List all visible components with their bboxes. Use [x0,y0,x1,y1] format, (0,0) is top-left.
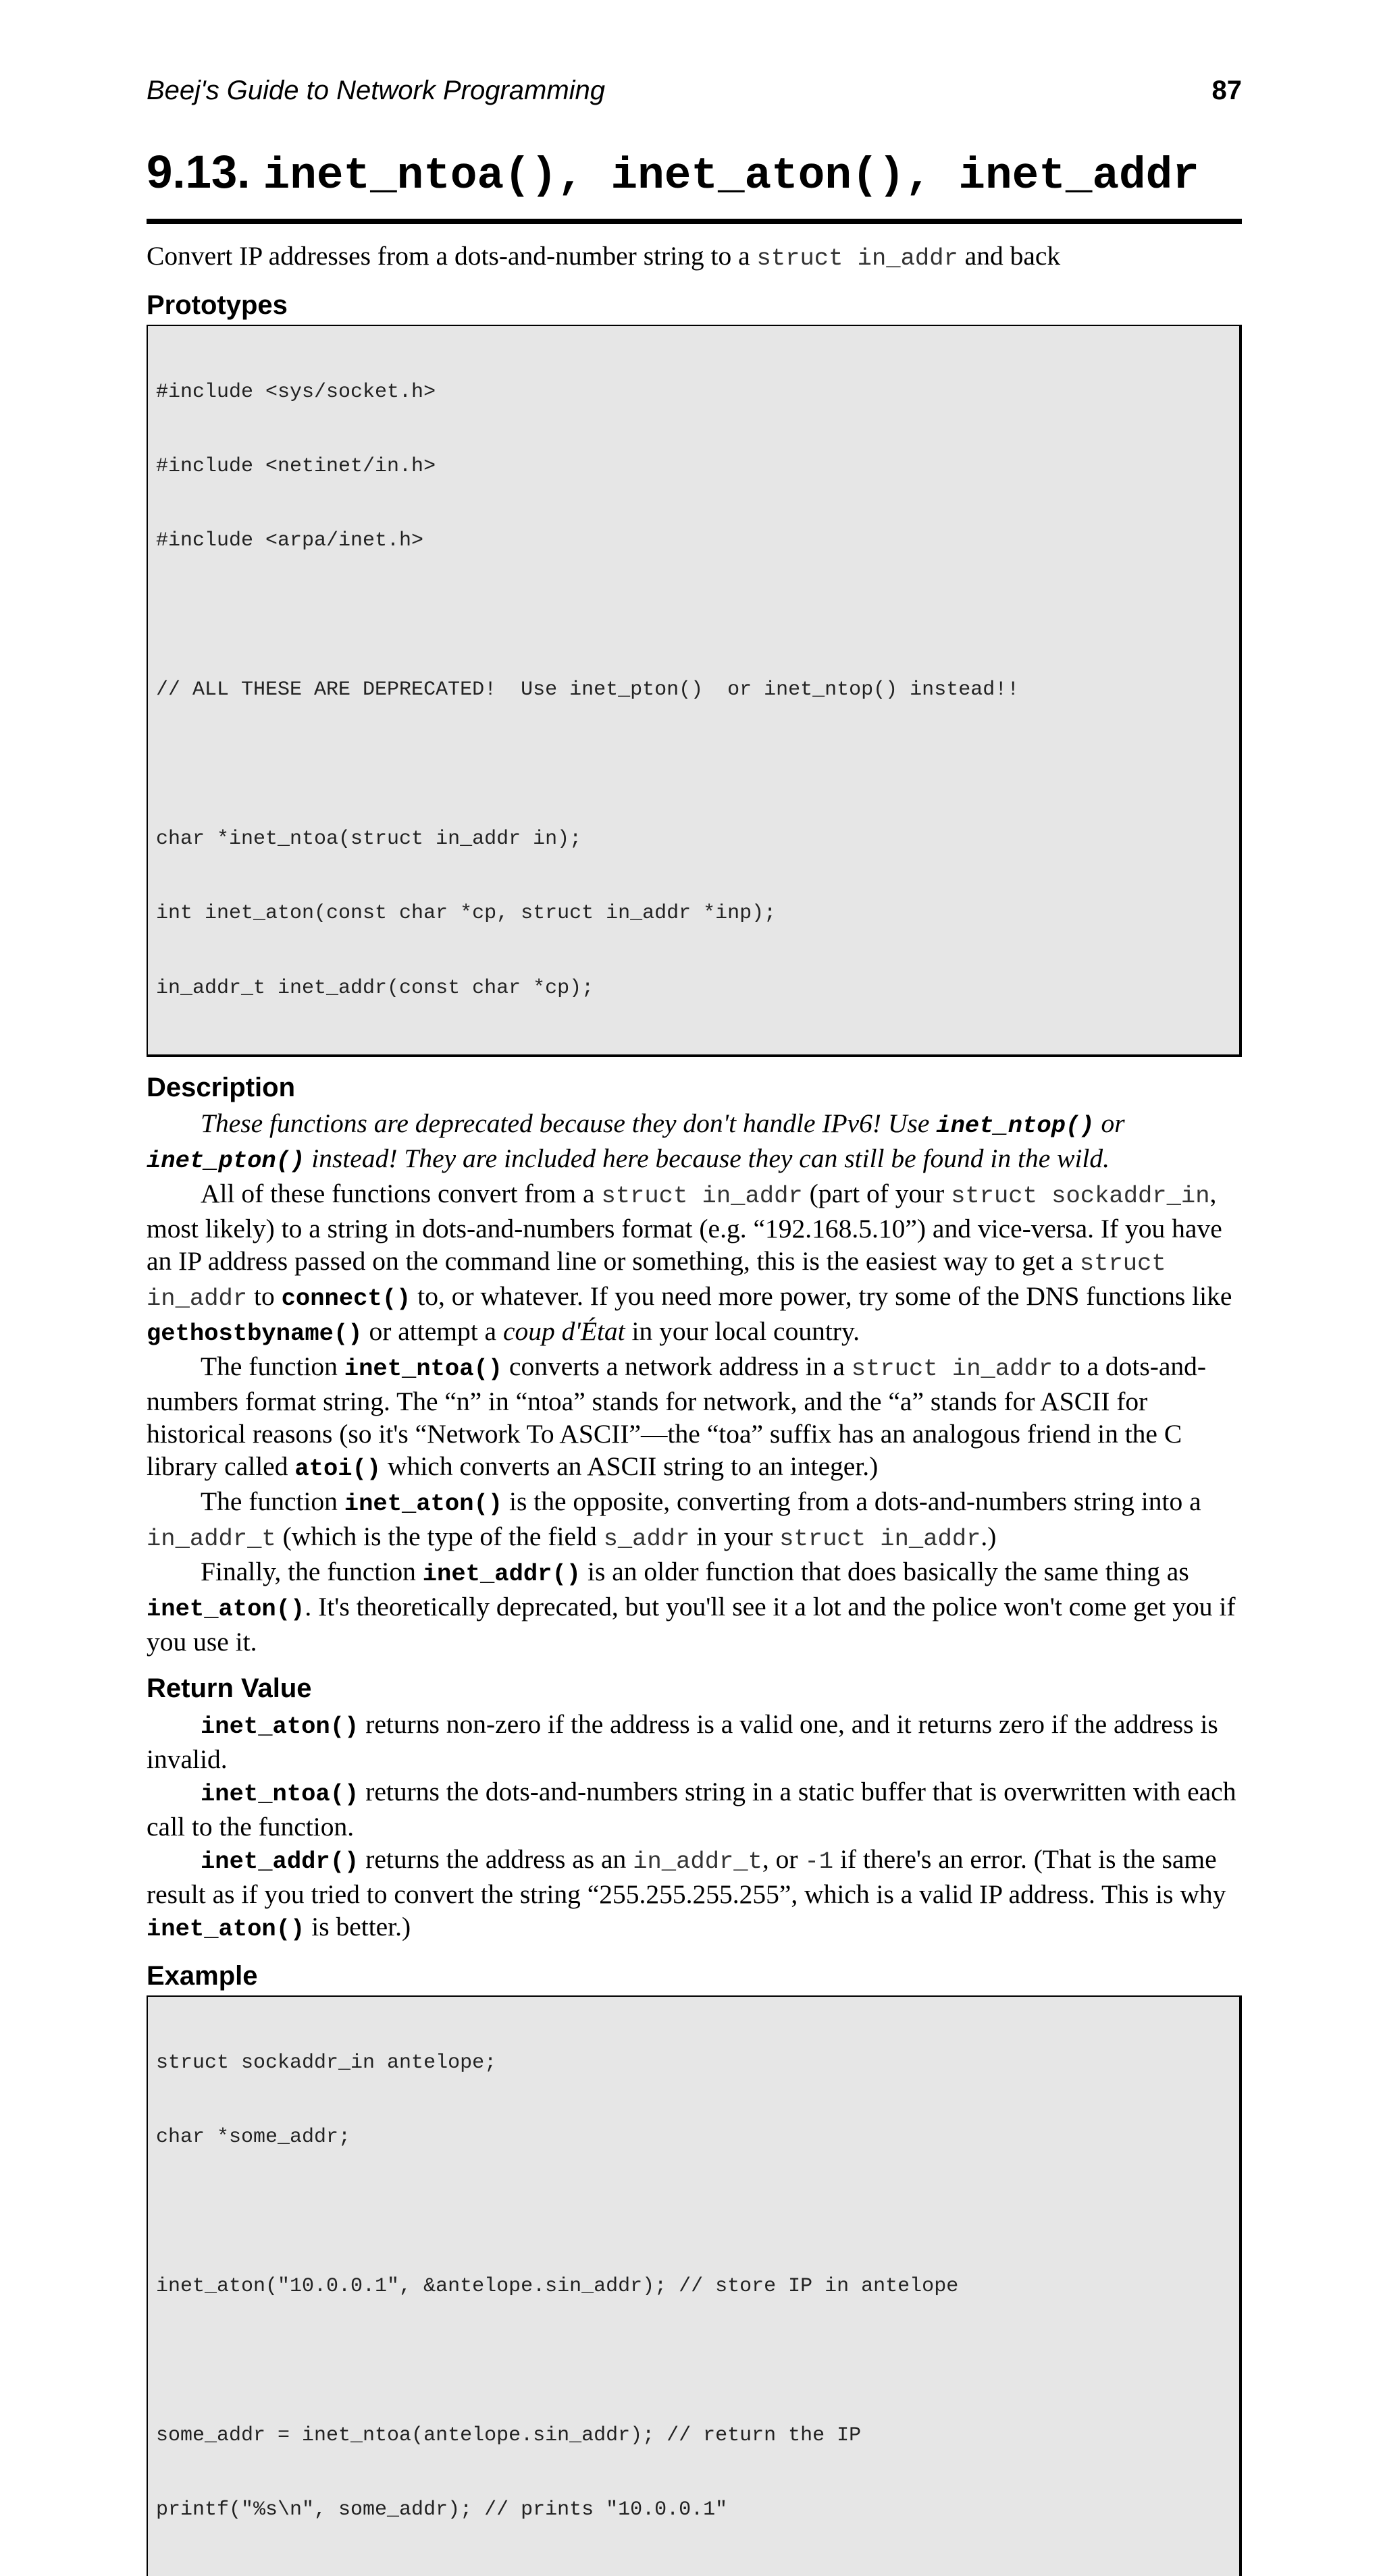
text: , most likely) to a string in dots-and-numbers format (e.g. “192.168.5.10”) and vice-versa. If you have an IP address passed on the command line or something, this is the easiest way to get a [147,1179,1222,1277]
description-paragraph [147,1177,1242,1350]
text: returns non-zero if the address is a valid one, and it returns zero if the address is invalid. [147,1709,1218,1775]
code-line: #include <netinet/in.h> [156,454,436,478]
inline-code: in_addr_t [147,1525,276,1553]
text: is better.) [305,1912,411,1942]
text: (part of your [802,1179,951,1209]
code-line [156,753,1231,778]
function-name: inet_addr() [422,1560,581,1588]
code-line: some_addr = inet_ntoa(antelope.sin_addr); // return the IP [156,2423,862,2447]
text: Finally, the function [201,1557,423,1587]
summary-code: struct in_addr [756,244,958,272]
code-line [156,603,1231,628]
text: .) [981,1522,997,1552]
code-line: struct sockaddr_in antelope; [156,2051,497,2074]
text: is the opposite, converting from a dots-and-numbers string into a [502,1486,1201,1517]
code-line: printf("%s\n", some_addr); // prints "10.0.0.1" [156,2498,728,2522]
function-name: gethostbyname() [147,1320,363,1348]
function-name: inet_ntoa() [344,1355,503,1383]
code-line: in_addr_t inet_addr(const char *cp); [156,976,594,1000]
function-name: inet_aton() [147,1595,305,1624]
example-code-block [147,1995,1242,2576]
text: or [1094,1108,1125,1139]
return-value-paragraph [147,1708,1242,1775]
function-name: inet_aton() [344,1490,503,1518]
return-value-paragraph [147,1843,1242,1946]
text: All of these functions convert from a [201,1179,602,1209]
text: . It's theoretically deprecated, but you'll see it a lot and the police won't come get you if you use it. [147,1592,1236,1657]
inline-code: struct in_addr [147,1250,1166,1313]
text: which converts an ASCII string to an integer.) [381,1451,879,1482]
text: returns the address as an [359,1844,633,1875]
section-title [147,142,1242,224]
summary-text-end: and back [958,241,1061,271]
function-name: connect() [281,1285,411,1313]
page-number: 87 [1211,76,1242,105]
code-line: char *inet_ntoa(struct in_addr in); [156,827,582,851]
text: to a dots-and-numbers format string. The “n” in “ntoa” stands for network, and the “a” stands for ASCII for historical reasons (so it's “Network To ASCII”—the “toa” suffix has an analogous friend in the C library called [147,1351,1207,1482]
running-header [147,76,1242,106]
description-heading: Description [147,1073,296,1103]
summary [147,240,1242,275]
code-line: inet_aton("10.0.0.1", &antelope.sin_addr); // store IP in antelope [156,2274,959,2298]
code-line: #include <arpa/inet.h> [156,529,424,553]
description-paragraph [147,1485,1242,1555]
code-line: #include <sys/socket.h> [156,380,436,404]
function-name: inet_ntop() [936,1112,1095,1140]
description-paragraph [147,1555,1242,1658]
section-title-functions: inet_ntoa(), inet_aton(), inet_addr [263,151,1199,201]
text: in your [689,1522,780,1552]
code-line [156,2199,1231,2224]
book-title: Beej's Guide to Network Programming [147,76,606,105]
return-value-heading: Return Value [147,1673,312,1704]
text: (which is the type of the field [276,1522,604,1552]
text: The function [201,1486,344,1517]
code-line: char *some_addr; [156,2126,351,2149]
text: converts a network address in a [502,1351,852,1382]
summary-text: Convert IP addresses from a dots-and-number string to a [147,241,757,271]
text: These functions are deprecated because they don't handle IPv6! Use [201,1108,937,1139]
text: is an older function that does basically the same thing as [581,1557,1189,1587]
text: if there's an error. (That is the same result as if you tried to convert the string “255.255.255.255”, which is a valid IP address. This is why [147,1844,1226,1910]
return-value-paragraph [147,1775,1242,1843]
text: The function [201,1351,344,1382]
code-line: // ALL THESE ARE DEPRECATED! Use inet_pton() or inet_ntop() instead!! [156,678,1020,702]
text: to, or whatever. If you need more power, try some of the DNS functions like [411,1281,1232,1312]
function-name: inet_aton() [201,1713,359,1741]
section-number: 9.13. [147,146,251,198]
text: returns the dots-and-numbers string in a static buffer that is overwritten with each call to the function. [147,1777,1236,1842]
function-name: inet_addr() [201,1848,359,1876]
inline-code: struct in_addr [601,1182,803,1210]
text: instead! They are included here because they can still be found in the wild. [305,1144,1110,1174]
content [147,240,1242,2576]
prototypes-code-block [147,325,1242,1057]
inline-code: struct in_addr [779,1525,981,1553]
inline-code: -1 [804,1848,834,1876]
code-line: int inet_aton(const char *cp, struct in_addr *inp); [156,902,777,925]
prototypes-heading: Prototypes [147,290,288,320]
function-name: inet_ntoa() [201,1780,359,1808]
function-name: atoi() [294,1455,382,1483]
text: in your local country. [625,1316,860,1347]
inline-code: struct in_addr [851,1355,1053,1383]
code-line [156,2349,1231,2373]
inline-code: struct sockaddr_in [951,1182,1210,1210]
function-name: inet_pton() [147,1147,305,1175]
italic-text: coup d'État [502,1316,625,1347]
inline-code: s_addr [603,1525,690,1553]
text: , or [762,1844,805,1875]
example-heading: Example [147,1961,258,1991]
text: or attempt a [362,1316,503,1347]
text: to [247,1281,282,1312]
description-paragraph [147,1350,1242,1485]
inline-code: in_addr_t [633,1848,762,1876]
function-name: inet_aton() [147,1915,305,1943]
description-paragraph [147,1107,1242,1177]
